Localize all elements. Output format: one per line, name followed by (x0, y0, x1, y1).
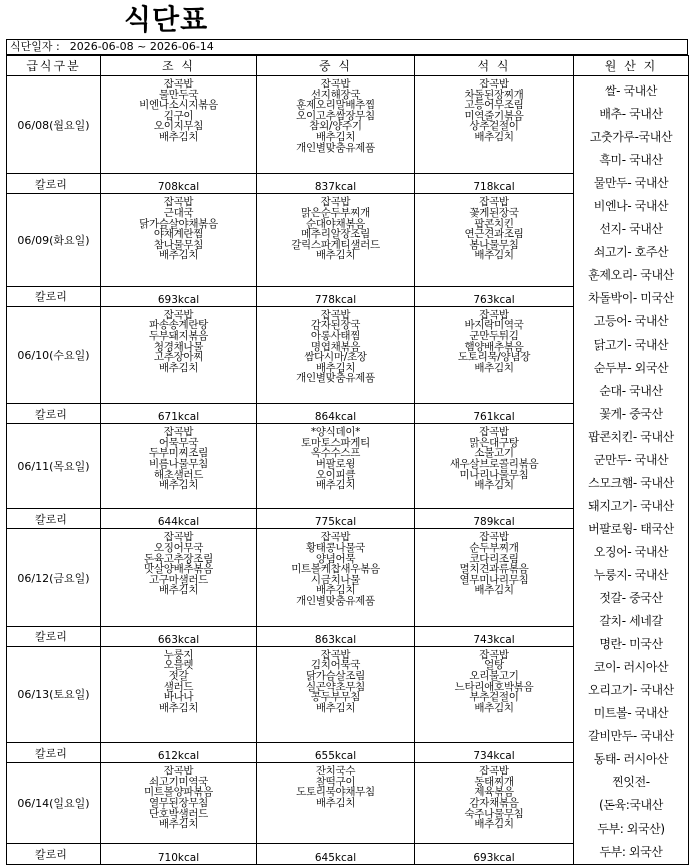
dinner-calories: 789kcal (415, 509, 574, 529)
origin-item: 두부: 외국산 (599, 844, 663, 859)
menu-item: 메추리알장조림 (301, 228, 370, 241)
menu-item: 배추김치 (158, 479, 199, 492)
menu-item: 오이피클 (315, 468, 356, 481)
origin-item: 갈치- 세네갈 (599, 614, 663, 629)
menu-item: 배추김치 (474, 249, 514, 262)
origin-item: 고춧가루-국내산 (589, 130, 673, 145)
breakfast-calories: 644kcal (101, 509, 257, 529)
menu-item: 배추김치 (315, 584, 356, 597)
menu-item: 배추김치 (158, 701, 199, 714)
breakfast-cell (101, 194, 257, 286)
menu-item: 파송송계란탕 (148, 319, 209, 332)
menu-item: 두부돼지볶음 (148, 329, 209, 342)
menu-table (6, 55, 689, 865)
origin-item: 닭고기- 국내산 (593, 337, 669, 352)
origin-item: 군만두- 국내산 (593, 452, 669, 467)
menu-item: 맑은대구탕 (469, 436, 519, 449)
menu-item: 얼탕 (484, 659, 504, 672)
menu-item: 오징어무국 (153, 542, 204, 555)
calorie-label: 칼로리 (7, 743, 101, 763)
menu-item: 코다리조림 (469, 552, 519, 565)
header-row (7, 56, 689, 76)
menu-item: 갈릭스파게티샐러드 (291, 238, 380, 251)
breakfast-calories: 708kcal (101, 174, 257, 194)
menu-item: 오믈렛 (163, 659, 194, 672)
menu-item: 배추김치 (158, 584, 199, 597)
menu-item: 차돌된장찌개 (464, 88, 524, 101)
menu-item: 배추김치 (474, 361, 514, 374)
lunch-cell (257, 424, 415, 509)
breakfast-cell (101, 76, 257, 174)
lunch-calories: 864kcal (257, 403, 415, 423)
lunch-cell (257, 76, 415, 174)
menu-item: 황태콩나물국 (305, 542, 366, 555)
menu-item: 고추장아찌 (153, 351, 204, 364)
menu-item: 토마토스파게티 (301, 436, 370, 449)
menu-item: 맛살양배추볶음 (144, 563, 213, 576)
lunch-calories: 863kcal (257, 626, 415, 646)
menu-item: 배추김치 (315, 130, 356, 143)
menu-item: 개인별맞춤유제품 (296, 141, 375, 154)
menu-item: 배추김치 (315, 361, 356, 374)
menu-item: 잡곡밥 (163, 765, 194, 778)
menu-item: 잡곡밥 (163, 308, 194, 321)
menu-item: 단호박샐러드 (148, 807, 209, 820)
origin-item: 선지- 국내산 (599, 222, 663, 237)
menu-item: 배추김치 (158, 249, 199, 262)
dinner-cell (415, 424, 574, 509)
menu-item: 제육볶음 (474, 786, 514, 799)
origin-item: 쌀- 국내산 (604, 84, 658, 98)
menu-item: 누룽지 (163, 648, 194, 661)
day-date: 06/08(월요일) (7, 76, 101, 174)
header-breakfast: 조 식 (101, 56, 257, 76)
menu-item: 아롱사태찜 (310, 329, 361, 342)
origin-item: 찐잇전- (612, 775, 650, 790)
menu-item: 도토리묵야채무침 (296, 786, 375, 799)
menu-item: 훈제오리말배추찜 (296, 99, 375, 112)
day-date: 06/10(수요일) (7, 306, 101, 403)
breakfast-calories: 671kcal (101, 403, 257, 423)
menu-item: 열무된장무침 (148, 797, 209, 810)
lunch-cell (257, 763, 415, 844)
menu-item: 개인별맞춤유제품 (296, 372, 375, 385)
menu-item: 잡곡밥 (479, 426, 509, 439)
menu-item: 잡곡밥 (479, 308, 509, 321)
lunch-calories: 645kcal (257, 844, 415, 864)
origin-item: (돈육:국내산 (599, 798, 663, 813)
menu-item: *양식데이* (310, 426, 361, 439)
menu-item: 소불고기 (474, 447, 514, 460)
breakfast-cell (101, 424, 257, 509)
menu-item: 양념어묵 (315, 552, 356, 565)
menu-item: 잡곡밥 (320, 648, 351, 661)
menu-item: 선지해장국 (310, 88, 361, 101)
dinner-cell (415, 76, 574, 174)
lunch-calories: 837kcal (257, 174, 415, 194)
menu-item: 미나리나물무침 (459, 468, 529, 481)
menu-item: 고등어무조림 (464, 99, 524, 112)
calorie-label: 칼로리 (7, 844, 101, 864)
menu-item: 멸치견과류볶음 (459, 563, 529, 576)
origin-item: 스모크햄- 국내산 (588, 475, 674, 490)
calorie-label: 칼로리 (7, 509, 101, 529)
menu-item: 잡곡밥 (479, 648, 509, 661)
dinner-calories: 761kcal (415, 403, 574, 423)
menu-item: 도토리묵/양념장 (457, 351, 531, 364)
menu-item: 실곤약초무침 (305, 680, 366, 693)
day-date: 06/12(금요일) (7, 529, 101, 626)
menu-item: 꽃게된장국 (469, 207, 519, 220)
dinner-calories: 734kcal (415, 743, 574, 763)
menu-item: 참외/양주기 (309, 120, 362, 133)
origin-item: 오리고기- 국내산 (588, 683, 674, 698)
menu-item: 젓갈 (168, 670, 189, 683)
menu-item: 옥수수스프 (310, 447, 361, 460)
calorie-label: 칼로리 (7, 626, 101, 646)
menu-item: 배추김치 (474, 584, 514, 597)
menu-item: 비엔나소시지볶음 (139, 99, 218, 112)
breakfast-calories: 710kcal (101, 844, 257, 864)
lunch-cell (257, 529, 415, 626)
header-dinner: 석 식 (415, 56, 574, 76)
menu-item: 군만두튀김 (469, 329, 519, 342)
lunch-cell (257, 194, 415, 286)
menu-item: 연근견과조림 (464, 228, 524, 241)
lunch-cell (257, 646, 415, 742)
origin-item: 물만두- 국내산 (593, 176, 669, 191)
menu-period (6, 39, 688, 55)
menu-item: 배추김치 (158, 361, 199, 374)
breakfast-calories: 663kcal (101, 626, 257, 646)
menu-item: 참나물무침 (153, 238, 204, 251)
dinner-calories: 693kcal (415, 844, 574, 864)
menu-item: 잡곡밥 (320, 196, 351, 209)
dinner-cell (415, 194, 574, 286)
dinner-calories: 718kcal (415, 174, 574, 194)
menu-item: 명엽채볶음 (310, 340, 361, 353)
menu-item: 잡곡밥 (320, 531, 351, 544)
origin-item: 갈비만두- 국내산 (588, 729, 674, 744)
origin-item: 꽃게- 중국산 (599, 406, 663, 421)
menu-item: 순두부찌개 (469, 542, 519, 555)
origin-item: 돼지고기- 국내산 (588, 498, 674, 513)
origin-item: 미트볼- 국내산 (593, 706, 669, 721)
menu-item: 개인별맞춤유제품 (296, 595, 375, 607)
menu-item: 감자된장국 (310, 319, 361, 332)
menu-item: 잡곡밥 (320, 78, 351, 90)
header-category: 급식구분 (7, 56, 101, 76)
origin-item: 순대- 국내산 (599, 383, 663, 398)
origin-item: 젓갈- 중국산 (599, 591, 663, 606)
dinner-calories: 743kcal (415, 626, 574, 646)
menu-item: 열무미나리무침 (459, 573, 529, 586)
header-lunch: 중 식 (257, 56, 415, 76)
origin-item: 흑미- 국내산 (599, 153, 663, 168)
menu-item: 팝콘치킨 (474, 217, 514, 230)
menu-item: 감자채볶음 (469, 797, 519, 810)
menu-item: 배추김치 (474, 130, 514, 143)
breakfast-calories: 693kcal (101, 286, 257, 306)
breakfast-cell (101, 646, 257, 742)
menu-item: 찰떡구이 (315, 775, 356, 788)
menu-item: 쌈다시마/초장 (304, 351, 367, 364)
breakfast-calories: 612kcal (101, 743, 257, 763)
origin-item: 버팔로윙- 태국산 (588, 521, 674, 536)
page-title: 식단표 (124, 3, 209, 36)
day-row (7, 76, 689, 174)
lunch-calories: 655kcal (257, 743, 415, 763)
day-date: 06/11(목요일) (7, 424, 101, 509)
origin-item: 팝콘치킨- 국내산 (588, 429, 674, 444)
menu-item: 콩두부무침 (310, 691, 361, 704)
menu-item: 배추김치 (315, 249, 356, 262)
origin-item: 배추- 국내산 (599, 107, 663, 122)
origin-item: 두부: 외국산) (597, 821, 665, 836)
menu-item: 김치어묵국 (310, 659, 361, 672)
menu-item: 야채계란찜 (153, 228, 204, 241)
breakfast-cell (101, 306, 257, 403)
menu-item: 배추김치 (474, 818, 514, 831)
menu-item: 청경채나물 (153, 340, 204, 353)
menu-item: 배추김치 (158, 818, 199, 831)
menu-item: 잡곡밥 (320, 308, 351, 321)
menu-item: 잡곡밥 (479, 531, 509, 544)
menu-item: 김구이 (163, 109, 194, 122)
menu-item: 배추김치 (315, 479, 356, 492)
menu-item: 배추김치 (474, 479, 514, 492)
menu-item: 고구마샐러드 (148, 573, 209, 586)
menu-item: 배추김치 (474, 701, 514, 714)
menu-item: 햄양배추볶음 (464, 340, 524, 353)
dinner-cell (415, 306, 574, 403)
menu-item: 순대야채볶음 (305, 217, 366, 230)
calorie-label: 칼로리 (7, 403, 101, 423)
breakfast-cell (101, 763, 257, 844)
menu-item: 어묵무국 (158, 436, 199, 449)
menu-item: 미트볼양파볶음 (144, 786, 213, 799)
menu-item: 돈육고추장조림 (144, 552, 213, 565)
day-date: 06/13(토요일) (7, 646, 101, 742)
menu-item: 오이고추쌈장무침 (296, 109, 375, 122)
origin-cell (574, 76, 689, 865)
menu-item: 느타리애호박볶음 (454, 680, 534, 693)
day-date: 06/09(화요일) (7, 194, 101, 286)
day-date: 06/14(일요일) (7, 763, 101, 844)
menu-item: 배추김치 (315, 797, 356, 810)
menu-item: 오이지무침 (153, 120, 204, 133)
menu-item: 샐러드 (163, 680, 194, 693)
dinner-cell (415, 529, 574, 626)
origin-item: 비엔나- 국내산 (593, 199, 669, 214)
menu-item: 잡곡밥 (163, 78, 194, 90)
period-value: 2026-06-08 ~ 2026-06-14 (69, 40, 214, 53)
menu-item: 배추김치 (315, 701, 356, 714)
dinner-calories: 763kcal (415, 286, 574, 306)
lunch-calories: 775kcal (257, 509, 415, 529)
menu-item: 부추겉절이 (469, 691, 519, 704)
menu-item: 잔치국수 (315, 765, 356, 778)
menu-item: 잡곡밥 (479, 765, 509, 778)
menu-item: 닭가슴살야채볶음 (139, 217, 218, 230)
menu-item: 두부미찌조림 (148, 447, 209, 460)
menu-item: 물만두국 (158, 88, 199, 101)
menu-item: 해초샐러드 (153, 468, 204, 481)
menu-item: 버팔로윙 (315, 457, 356, 470)
menu-item: 배추김치 (158, 130, 199, 143)
menu-item: 잡곡밥 (163, 196, 194, 209)
origin-item: 명란- 미국산 (599, 637, 663, 652)
menu-item: 숙주나물무침 (464, 807, 524, 820)
origin-item: 차돌박이- 미국산 (588, 291, 674, 306)
origin-item: 순두부- 외국산 (593, 360, 669, 375)
menu-item: 미트볼케찹새우볶음 (291, 563, 380, 576)
menu-item: 잡곡밥 (163, 531, 194, 544)
origin-item: 누룽지- 국내산 (593, 567, 669, 582)
dinner-cell (415, 646, 574, 742)
menu-item: 비름나물무침 (148, 457, 209, 470)
menu-item: 근대국 (163, 207, 194, 220)
header-origin: 원 산 지 (574, 56, 689, 76)
menu-item: 쇠고기미역국 (148, 775, 209, 788)
dinner-cell (415, 763, 574, 844)
menu-item: 잡곡밥 (479, 196, 509, 209)
menu-item: 바나나 (163, 691, 194, 704)
origin-item: 동태- 러시아산 (593, 752, 669, 767)
calorie-label: 칼로리 (7, 286, 101, 306)
menu-item: 동태찌개 (474, 775, 514, 788)
menu-item: 미역줄기볶음 (464, 109, 524, 122)
origin-item: 고등어- 국내산 (593, 314, 669, 329)
breakfast-cell (101, 529, 257, 626)
origin-item: 오징어- 국내산 (593, 544, 669, 559)
menu-item: 봄나물무침 (469, 238, 519, 251)
origin-item: 쇠고기- 호주산 (593, 245, 669, 260)
lunch-calories: 778kcal (257, 286, 415, 306)
menu-item: 상추겉절이 (469, 120, 519, 133)
menu-item: 시금치나물 (310, 573, 361, 586)
menu-item: 닭가슴살조림 (305, 670, 366, 683)
origin-item: 코이- 러시아산 (593, 660, 669, 675)
lunch-cell (257, 306, 415, 403)
menu-item: 잡곡밥 (163, 426, 194, 439)
period-label: 식단일자 : (10, 40, 60, 53)
calorie-label: 칼로리 (7, 174, 101, 194)
menu-item: 새우살브로콜리볶음 (449, 457, 539, 470)
menu-item: 오리불고기 (469, 670, 519, 683)
menu-item: 잡곡밥 (479, 78, 509, 90)
origin-item: 훈제오리- 국내산 (588, 268, 674, 283)
menu-item: 바지락미역국 (464, 319, 524, 332)
menu-item: 맑은순두부찌개 (301, 207, 370, 220)
